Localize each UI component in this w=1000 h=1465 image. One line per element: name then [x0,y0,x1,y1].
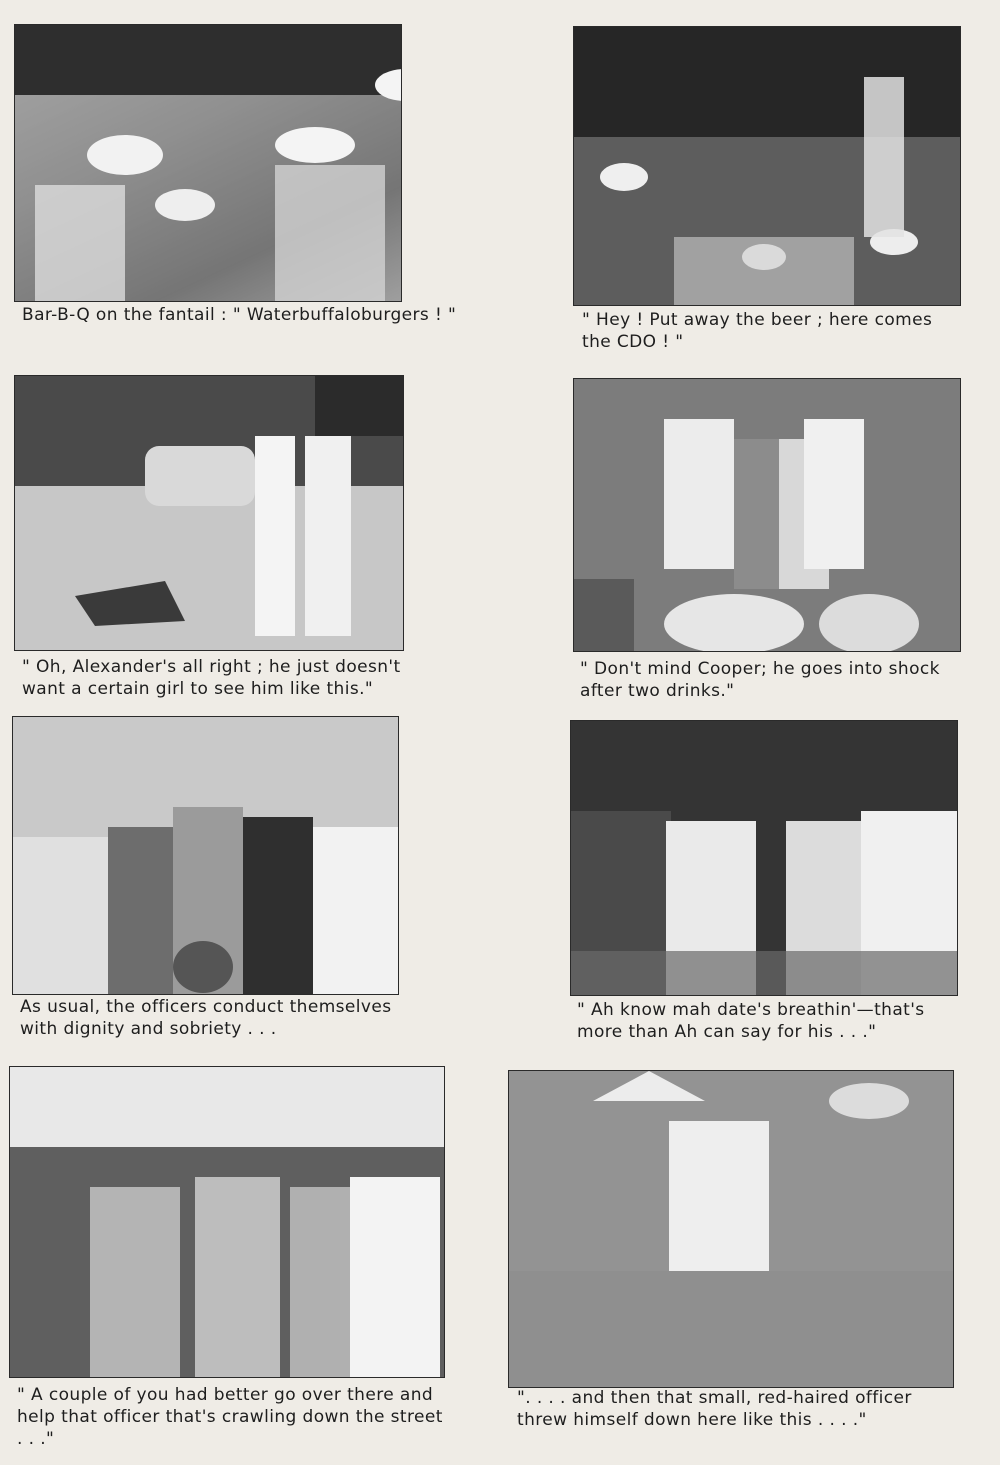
photo-cooper-group [573,378,961,652]
caption-officers: As usual, the officers conduct themselves with dignity and sobriety . . . [20,997,392,1039]
caption-dates: " Ah know mah date's breathin'—that's more than Ah can say for his . . ." [577,1000,925,1042]
photo-dates-lounge [570,720,958,996]
photo-barbq-fantail [14,24,402,302]
photo-alexander-street [14,375,404,651]
photo-put-away-beer [573,26,961,306]
photo-officers-women [12,716,399,995]
photo-rice-paddy [508,1070,954,1388]
caption-rice-paddy: ". . . . and then that small, red-haired officer threw himself down here like this . . . ." [517,1388,912,1430]
caption-crawling: " A couple of you had better go over there and help that officer that's crawling down the street . . ." [17,1385,443,1449]
caption-put-away-beer: " Hey ! Put away the beer ; here comes the CDO ! " [582,310,933,352]
photo-crawling-officer [9,1066,445,1378]
caption-cooper: " Don't mind Cooper; he goes into shock after two drinks." [580,659,940,701]
caption-alexander: " Oh, Alexander's all right ; he just doesn't want a certain girl to see him like this." [22,657,401,699]
caption-barbq: Bar-B-Q on the fantail : " Waterbuffaloburgers ! " [22,305,457,325]
